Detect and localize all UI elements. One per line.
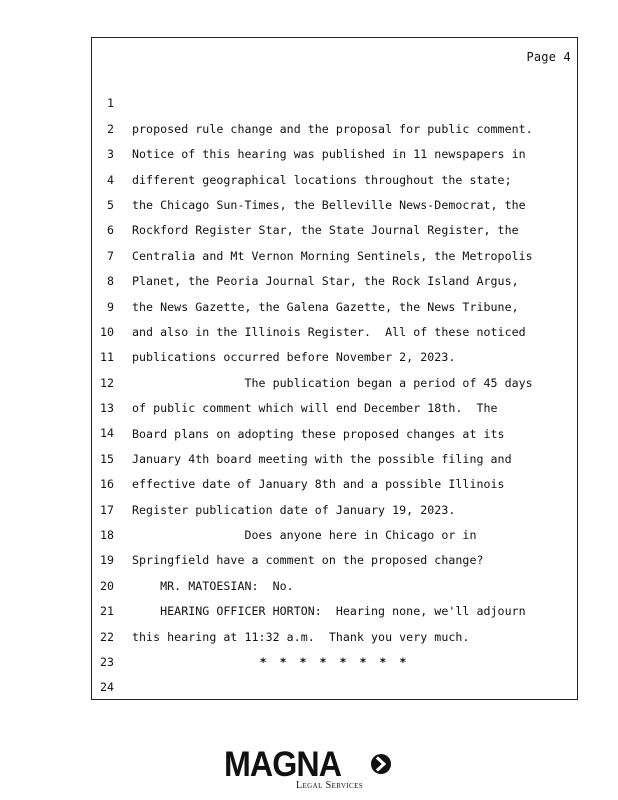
line-text: the Chicago Sun-Times, the Belleville News-Democrat, the <box>132 197 526 212</box>
line-text: and also in the Illinois Register. All of these noticed <box>132 324 526 339</box>
line-number: 13 <box>100 401 114 416</box>
line-text: Notice of this hearing was published in 11 newspapers in <box>132 147 526 162</box>
line-text: The publication began a period of 45 days <box>132 375 533 390</box>
line-number: 18 <box>100 528 114 543</box>
line-number: 10 <box>100 324 114 339</box>
end-of-proceedings-asterisks: * * * * * * * * <box>259 655 410 670</box>
line-text: this hearing at 11:32 a.m. Thank you very much. <box>132 629 470 644</box>
line-text: Planet, the Peoria Journal Star, the Rock Island Argus, <box>132 274 519 289</box>
line-text: effective date of January 8th and a possible Illinois <box>132 477 505 492</box>
transcript-line <box>92 66 577 136</box>
line-number: 12 <box>100 375 114 390</box>
line-number: 19 <box>100 553 114 568</box>
line-number: 14 <box>100 426 114 441</box>
line-number: 16 <box>100 477 114 492</box>
page-number: Page 4 <box>526 50 571 64</box>
line-number: 21 <box>100 604 114 619</box>
line-text: Springfield have a comment on the proposed change? <box>132 553 484 568</box>
line-number: 1 <box>107 96 114 111</box>
line-text: January 4th board meeting with the possible filing and <box>132 451 512 466</box>
line-text: Rockford Register Star, the State Journal Register, the <box>132 223 519 238</box>
line-text: of public comment which will end December 18th. The <box>132 401 498 416</box>
line-text: proposed rule change and the proposal for public comment. <box>132 121 533 136</box>
line-text: MR. MATOESIAN: No. <box>132 578 294 593</box>
line-number: 24 <box>100 680 114 695</box>
transcript-line <box>92 625 577 669</box>
line-text: HEARING OFFICER HORTON: Hearing none, we'll adjourn <box>132 604 526 619</box>
line-number: 4 <box>107 172 114 187</box>
line-number: 7 <box>107 248 114 263</box>
line-text: Centralia and Mt Vernon Morning Sentinels, the Metropolis <box>132 248 533 263</box>
transcript-lines <box>92 66 577 695</box>
transcript-line <box>92 650 577 695</box>
line-number: 8 <box>107 274 114 289</box>
line-number: 17 <box>100 502 114 517</box>
line-number: 23 <box>100 655 114 669</box>
transcript-page <box>91 37 578 700</box>
line-text: different geographical locations throughout the state; <box>132 172 512 187</box>
line-number: 15 <box>100 451 114 466</box>
line-number: 3 <box>107 147 114 162</box>
line-number: 9 <box>107 299 114 314</box>
logo-subtitle: Legal Services <box>296 780 364 791</box>
line-number: 22 <box>100 629 114 644</box>
line-number: 20 <box>100 578 114 593</box>
line-number: 11 <box>100 350 114 365</box>
chevron-right-circle-icon <box>370 753 392 775</box>
line-text: the News Gazette, the Galena Gazette, the News Tribune, <box>132 299 519 314</box>
line-number: 5 <box>107 197 114 212</box>
line-text: Does anyone here in Chicago or in <box>132 528 477 543</box>
line-number: 6 <box>107 223 114 238</box>
line-text: publications occurred before November 2, 2023. <box>132 350 456 365</box>
line-text: Board plans on adopting these proposed changes at its <box>132 426 505 441</box>
magna-logo <box>224 746 396 794</box>
line-text: Register publication date of January 19, 2023. <box>132 502 456 517</box>
logo-wordmark: MAGNA <box>224 745 342 784</box>
line-number: 2 <box>107 121 114 136</box>
